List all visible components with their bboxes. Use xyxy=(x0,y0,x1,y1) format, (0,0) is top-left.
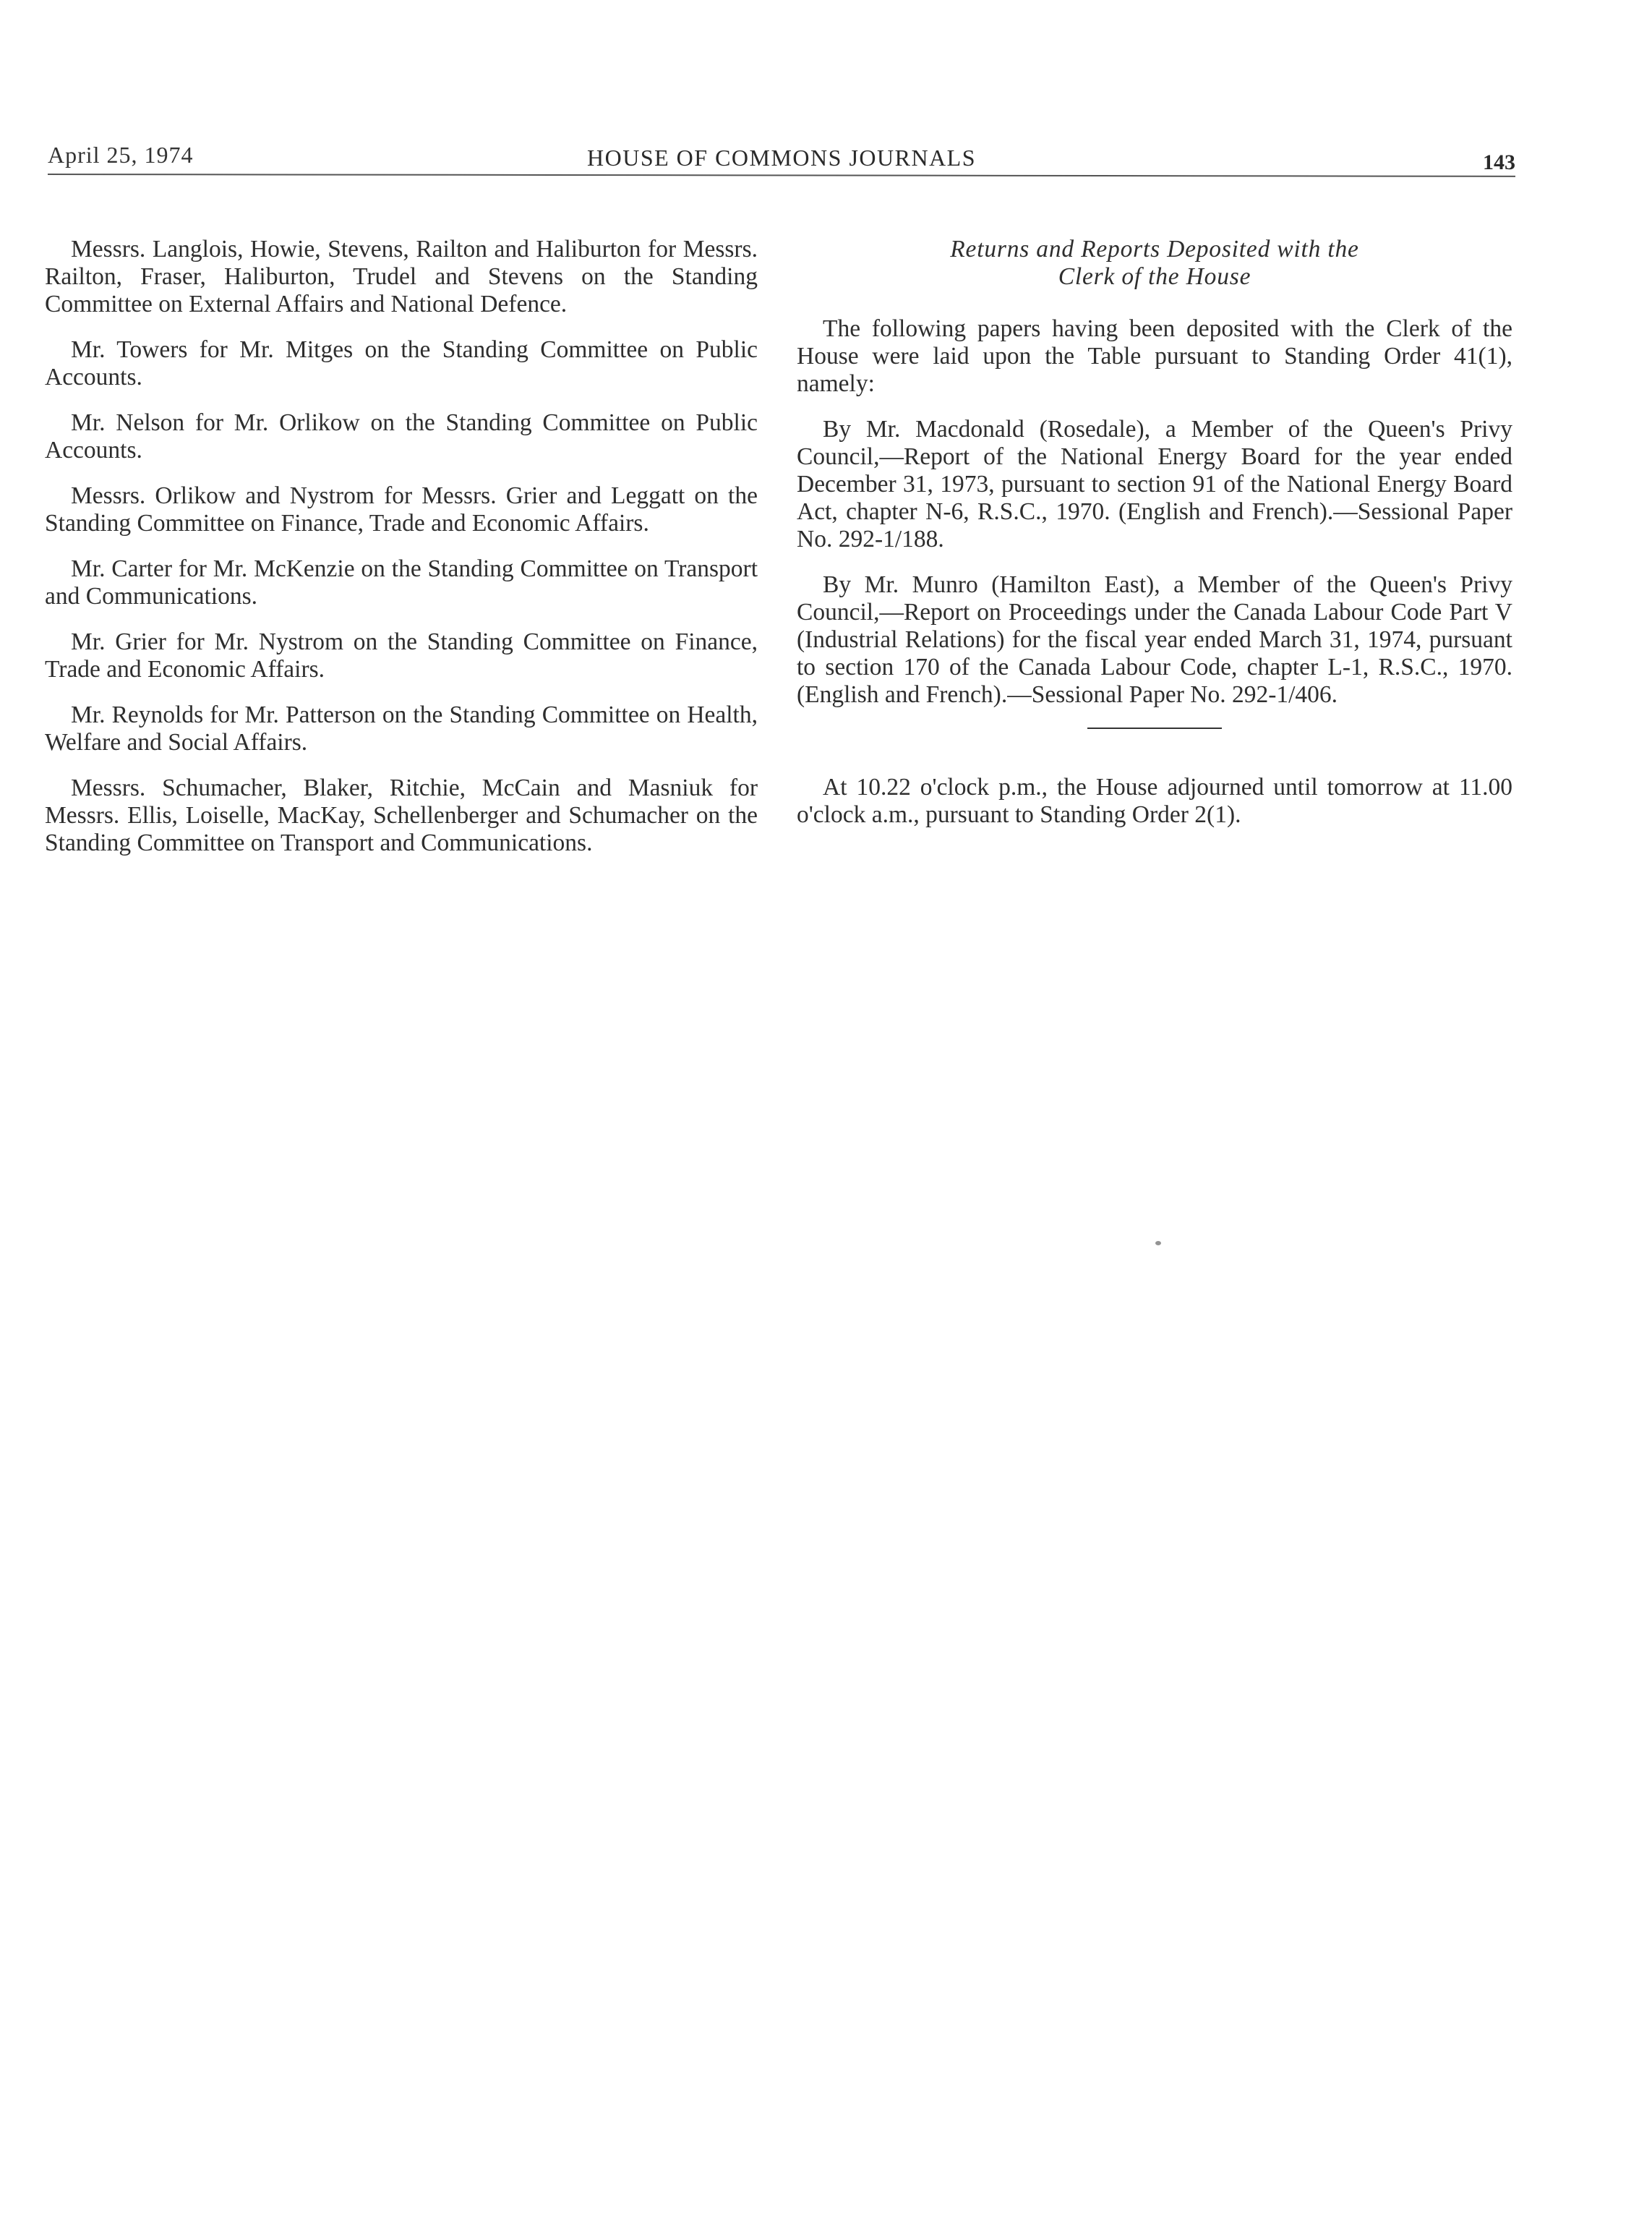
deposited-paper-paragraph: By Mr. Macdonald (Rosedale), a Member of the Queen's Privy Council,—Report of the National Energy Board for the year ended December 31, 1973, pursuant to section 91 of the National Energy Board Act, chapter N-6, R.S.C., 1970. (English and French).—Sessional Paper No. 292-1/188. xyxy=(797,416,1512,553)
scan-speck xyxy=(1155,1241,1161,1245)
committee-substitution-paragraph: Messrs. Schumacher, Blaker, Ritchie, McCain and Masniuk for Messrs. Ellis, Loiselle, MacKay, Schellenberger and Schumacher on the Standing Committee on Transport and Communications. xyxy=(45,775,758,856)
page-header xyxy=(48,142,1515,185)
journal-title: HOUSE OF COMMONS JOURNALS xyxy=(586,145,977,171)
adjournment-paragraph: At 10.22 o'clock p.m., the House adjourned until tomorrow at 11.00 o'clock a.m., pursuant to Standing Order 2(1). xyxy=(797,774,1512,828)
right-column xyxy=(797,236,1512,847)
section-heading xyxy=(797,236,1512,291)
committee-substitution-paragraph: Messrs. Orlikow and Nystrom for Messrs. Grier and Leggatt on the Standing Committee on Finance, Trade and Economic Affairs. xyxy=(45,482,758,537)
section-divider xyxy=(1087,728,1222,729)
page-number: 143 xyxy=(1483,150,1515,174)
deposited-paper-paragraph: By Mr. Munro (Hamilton East), a Member of the Queen's Privy Council,—Report on Proceedings under the Canada Labour Code Part V (Industrial Relations) for the fiscal year ended March 31, 1974, pursuant to section 170 of the Canada Labour Code, chapter L-1, R.S.C., 1970. (English and French).—Sessional Paper No. 292-1/406. xyxy=(797,571,1512,708)
left-column xyxy=(45,236,758,875)
section-heading-line: Clerk of the House xyxy=(1058,263,1251,290)
section-heading-line: Returns and Reports Deposited with the xyxy=(950,236,1359,263)
committee-substitution-paragraph: Mr. Carter for Mr. McKenzie on the Standing Committee on Transport and Communications. xyxy=(45,555,758,610)
committee-substitution-paragraph: Mr. Grier for Mr. Nystrom on the Standing Committee on Finance, Trade and Economic Affairs. xyxy=(45,628,758,683)
header-date: April 25, 1974 xyxy=(48,142,194,168)
committee-substitution-paragraph: Mr. Nelson for Mr. Orlikow on the Standing Committee on Public Accounts. xyxy=(45,409,758,464)
committee-substitution-paragraph: Messrs. Langlois, Howie, Stevens, Railton and Haliburton for Messrs. Railton, Fraser, Haliburton, Trudel and Stevens on the Standing Committee on External Affairs and National Defence. xyxy=(45,236,758,317)
papers-intro-paragraph: The following papers having been deposited with the Clerk of the House were laid upon the Table pursuant to Standing Order 41(1), namely: xyxy=(797,315,1512,397)
committee-substitution-paragraph: Mr. Towers for Mr. Mitges on the Standing Committee on Public Accounts. xyxy=(45,336,758,391)
committee-substitution-paragraph: Mr. Reynolds for Mr. Patterson on the Standing Committee on Health, Welfare and Social Affairs. xyxy=(45,701,758,756)
